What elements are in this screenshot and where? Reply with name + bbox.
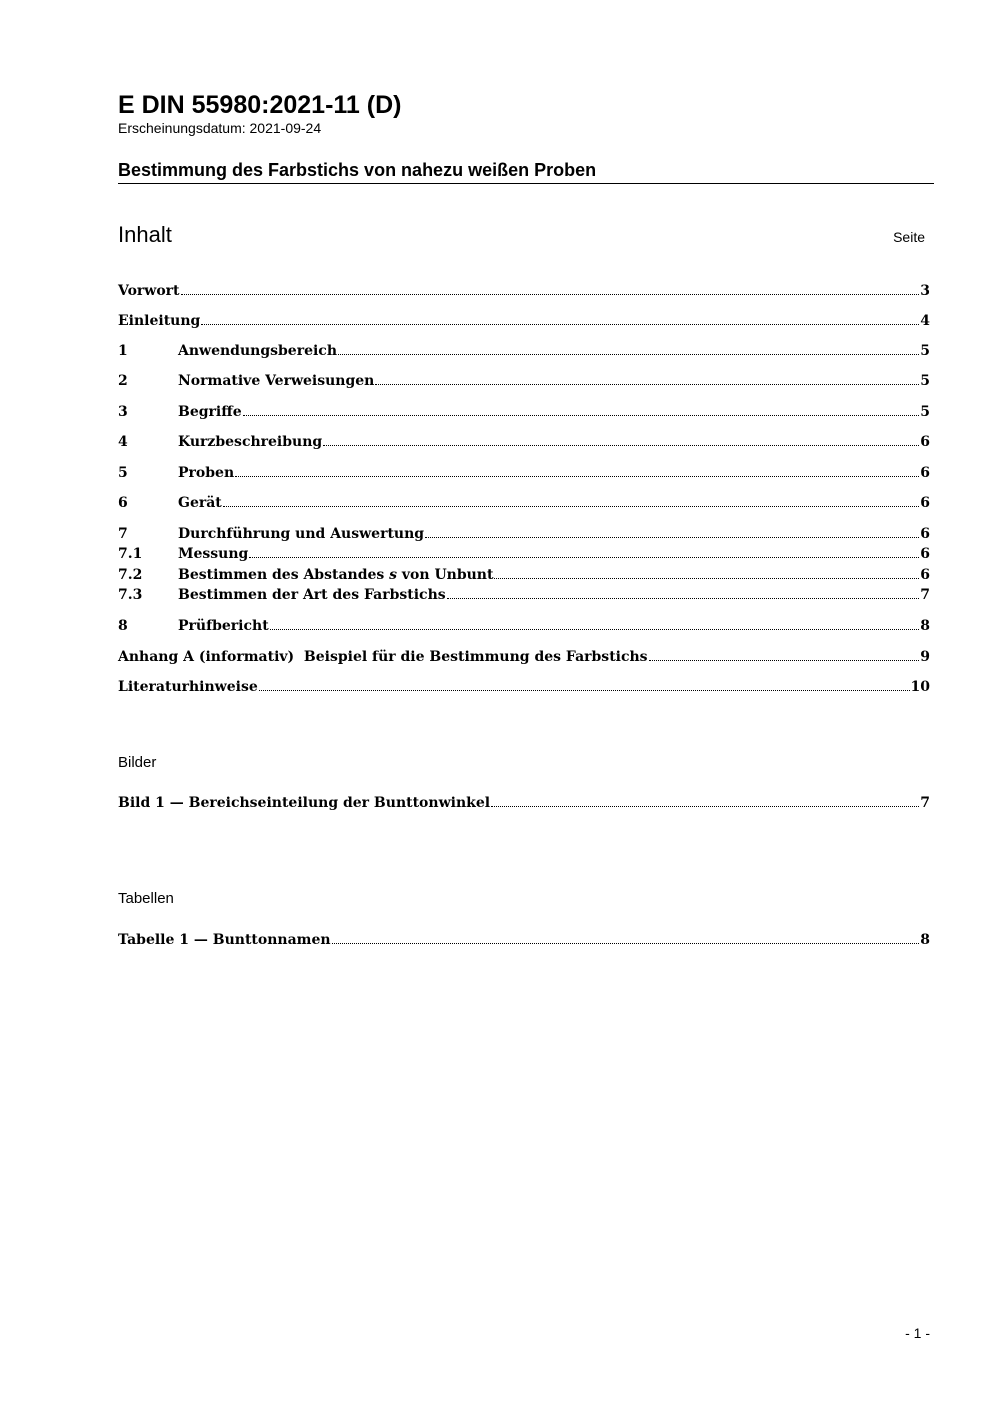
document-title: Bestimmung des Farbstichs von nahezu weißen Proben bbox=[118, 158, 934, 184]
toc-leader-dots bbox=[491, 792, 919, 807]
toc-entry-anhang-a[interactable] bbox=[118, 646, 930, 666]
toc-entry-literaturhinweise[interactable] bbox=[118, 676, 930, 696]
table-entry-page: 8 bbox=[920, 932, 930, 948]
figure-entry-1[interactable] bbox=[118, 792, 930, 812]
toc-entry-1[interactable] bbox=[118, 340, 930, 360]
toc-entry-page: 6 bbox=[920, 526, 930, 542]
toc-entry-2[interactable] bbox=[118, 370, 930, 390]
figure-entry-text: Bild 1 — Bereichseinteilung der Bunttonwinkel bbox=[118, 795, 491, 811]
toc-entry-number: 7 bbox=[118, 526, 128, 542]
toc-heading-row bbox=[118, 222, 925, 248]
page-number: - 1 - bbox=[905, 1325, 930, 1341]
toc-entry-5[interactable] bbox=[118, 462, 930, 482]
toc-entry-number: 6 bbox=[118, 495, 128, 511]
toc-entry-text: Prüfbericht bbox=[178, 618, 269, 634]
toc-entry-number: 8 bbox=[118, 618, 128, 634]
toc-leader-dots bbox=[425, 523, 919, 538]
toc-leader-dots bbox=[249, 543, 919, 558]
toc-leader-dots bbox=[447, 584, 920, 599]
toc-entry-text: Bestimmen des Abstandes s von Unbunt bbox=[178, 567, 494, 583]
toc-leader-dots bbox=[235, 462, 919, 477]
toc-entry-page: 3 bbox=[920, 283, 930, 299]
toc-leader-dots bbox=[332, 929, 920, 944]
toc-leader-dots bbox=[323, 431, 919, 446]
table-entry-text: Tabelle 1 — Bunttonnamen bbox=[118, 932, 331, 948]
figure-entry-page: 7 bbox=[920, 795, 930, 811]
toc-entry-page: 6 bbox=[920, 546, 930, 562]
toc-leader-dots bbox=[375, 370, 919, 385]
toc-entry-number: 1 bbox=[118, 343, 128, 359]
toc-entry-page: 7 bbox=[920, 587, 930, 603]
toc-entry-page: 5 bbox=[920, 373, 930, 389]
toc-entry-7[interactable] bbox=[118, 523, 930, 543]
toc-entry-text: Normative Verweisungen bbox=[178, 373, 375, 389]
toc-heading: Inhalt bbox=[118, 222, 172, 247]
toc-entry-number: 5 bbox=[118, 465, 128, 481]
toc-entry-page: 5 bbox=[920, 404, 930, 420]
toc-entry-3[interactable] bbox=[118, 401, 930, 421]
toc-entry-page: 5 bbox=[920, 343, 930, 359]
toc-entry-text: Vorwort bbox=[118, 283, 180, 299]
toc-entry-page: 6 bbox=[920, 567, 930, 583]
toc-leader-dots bbox=[223, 492, 919, 507]
toc-leader-dots bbox=[243, 401, 920, 416]
toc-entry-number: 7.2 bbox=[118, 567, 143, 583]
table-entry-1[interactable] bbox=[118, 929, 930, 949]
toc-entry-4[interactable] bbox=[118, 431, 930, 451]
toc-leader-dots bbox=[649, 646, 920, 661]
toc-entry-page: 10 bbox=[910, 679, 930, 695]
toc-leader-dots bbox=[181, 280, 920, 295]
document-number: E DIN 55980:2021-11 (D) bbox=[118, 91, 402, 119]
toc-leader-dots bbox=[494, 564, 919, 579]
toc-entry-text: Begriffe bbox=[178, 404, 242, 420]
toc-entry-page: 6 bbox=[920, 434, 930, 450]
tables-heading: Tabellen bbox=[118, 890, 174, 907]
toc-entry-6[interactable] bbox=[118, 492, 930, 512]
toc-entry-text: Einleitung bbox=[118, 313, 201, 329]
toc-entry-text: Gerät bbox=[178, 495, 222, 511]
toc-entry-page: 8 bbox=[920, 618, 930, 634]
toc-entry-page: 6 bbox=[920, 465, 930, 481]
toc-entry-7-3[interactable] bbox=[118, 584, 930, 604]
toc-entry-text: Literaturhinweise bbox=[118, 679, 258, 695]
toc-leader-dots bbox=[270, 615, 920, 630]
toc-entry-page: 6 bbox=[920, 495, 930, 511]
toc-entry-number: 7.3 bbox=[118, 587, 143, 603]
toc-entry-einleitung[interactable] bbox=[118, 310, 930, 330]
toc-entry-7-2[interactable] bbox=[118, 564, 930, 584]
toc-entry-number: 7.1 bbox=[118, 546, 143, 562]
toc-leader-dots bbox=[201, 310, 919, 325]
toc-entry-text: Messung bbox=[178, 546, 249, 562]
toc-entry-text: Proben bbox=[178, 465, 235, 481]
toc-entry-text: Bestimmen der Art des Farbstichs bbox=[178, 587, 446, 603]
toc-entry-page: 9 bbox=[920, 649, 930, 665]
toc-entry-text: Durchführung und Auswertung bbox=[178, 526, 425, 542]
toc-entry-vorwort[interactable] bbox=[118, 280, 930, 300]
toc-entry-number: 3 bbox=[118, 404, 128, 420]
toc-entry-text: Anhang A (informativ) Beispiel für die Bestimmung des Farbstichs bbox=[118, 649, 648, 665]
toc-entry-text: Kurzbeschreibung bbox=[178, 434, 323, 450]
toc-entry-number: 4 bbox=[118, 434, 128, 450]
toc-entry-text: Anwendungsbereich bbox=[178, 343, 337, 359]
toc-entry-8[interactable] bbox=[118, 615, 930, 635]
toc-entry-number: 2 bbox=[118, 373, 128, 389]
variable-s: s bbox=[389, 567, 398, 583]
toc-leader-dots bbox=[338, 340, 919, 355]
toc-entry-7-1[interactable] bbox=[118, 543, 930, 563]
toc-page-label: Seite bbox=[893, 229, 925, 245]
document-header bbox=[118, 90, 934, 136]
figures-heading: Bilder bbox=[118, 754, 157, 771]
publication-date: Erscheinungsdatum: 2021-09-24 bbox=[118, 120, 322, 136]
toc-leader-dots bbox=[259, 676, 910, 691]
toc-entry-page: 4 bbox=[920, 313, 930, 329]
